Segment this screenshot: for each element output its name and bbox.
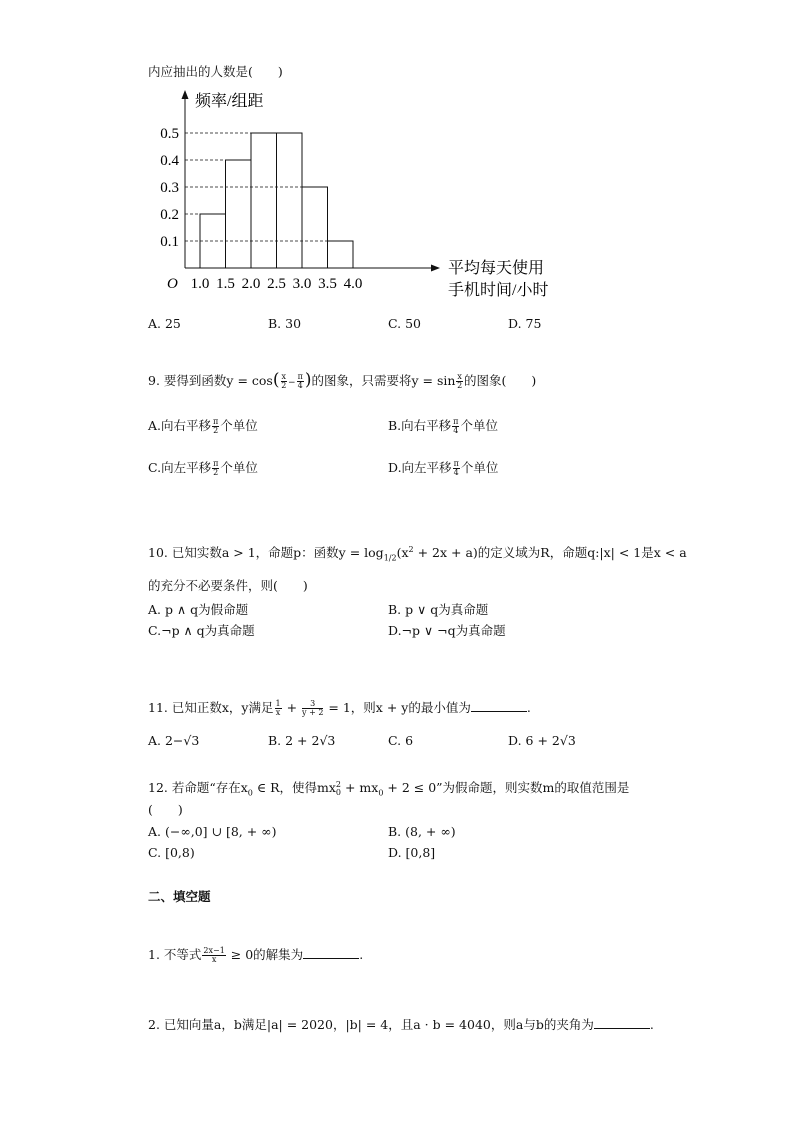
q12-stem-line1: 12. 若命题“存在$x_0$ ∈ R，使得mx 2 0 + $mx_0 + 2 \le 0$”为假命题，则实数m的取值范围是 <box>148 779 630 798</box>
x-tick-label: 3.5 <box>318 276 337 292</box>
q12-option-a[interactable]: A. (−∞,0] ∪ [8, + ∞) <box>148 824 277 839</box>
q11-option-b[interactable]: B. 2 + 2√3 <box>268 733 336 748</box>
x-axis-label-line2: 手机时间/小时 <box>448 282 549 299</box>
q9-option-a[interactable]: A.向右平移 $\frac{\pi}{2}$ 个单位 <box>148 417 258 435</box>
fill-1-stem: 1. 不等式 $\frac{2x-1}{x}$ ≥ 0的解集为 . <box>148 946 364 964</box>
q8-option-b[interactable]: B. 30 <box>268 316 302 331</box>
q12-option-b[interactable]: B. (8, + ∞) <box>388 824 456 839</box>
y-tick-label: 0.2 <box>160 207 179 223</box>
q11-option-a[interactable]: A. 2−√3 <box>148 733 200 748</box>
q12-option-d[interactable]: D. [0,8] <box>388 845 436 860</box>
q9-frac1: $\frac{x}{2}$ <box>281 372 287 390</box>
x-tick-label: 2.0 <box>241 276 261 292</box>
q11-option-d[interactable]: D. 6 + 2√3 <box>508 733 576 748</box>
q11-option-c[interactable]: C. 6 <box>388 733 414 748</box>
q10-option-a[interactable]: A. p ∧ q为假命题 <box>148 602 249 617</box>
y-axis-label: 频率/组距 <box>195 93 264 110</box>
q12-option-c[interactable]: C. [0,8) <box>148 845 195 860</box>
x-tick-label: 4.0 <box>343 276 363 292</box>
histogram-bar <box>328 241 354 268</box>
histogram-bar <box>226 160 252 268</box>
fill-1-answer-blank[interactable] <box>303 947 359 959</box>
q9-option-b[interactable]: B.向右平移 $\frac{\pi}{4}$ 个单位 <box>388 417 498 435</box>
q9-option-d[interactable]: D.向左平移 $\frac{\pi}{4}$ 个单位 <box>388 459 499 477</box>
q10-stem-line2: 的充分不必要条件，则( ) <box>148 578 308 593</box>
histogram-bar <box>302 187 328 268</box>
q9-frac2: $\frac{\pi}{4}$ <box>297 372 303 390</box>
y-tick-label: 0.3 <box>160 180 179 196</box>
q9-option-c[interactable]: C.向左平移 $\frac{\pi}{2}$ 个单位 <box>148 459 258 477</box>
q9-stem: 9. 要得到函数y = cos( $\frac{x}{2}$ − $\frac{\pi}{4}$ )的图象，只需要将y = sin $\frac{x}{2}$ 的图象( ) <box>148 370 537 390</box>
fill-2-stem: 2. 已知向量a，b满足|a| = 2020，|b| = 4，且a · b = 4040，则a与b的夹角为 . <box>148 1017 654 1032</box>
fill-2-answer-blank[interactable] <box>594 1017 650 1029</box>
q8-option-a[interactable]: A. 25 <box>148 316 181 331</box>
x-axis-label-line1: 平均每天使用 <box>448 260 545 277</box>
q10-option-c[interactable]: C.¬p ∧ q为真命题 <box>148 623 255 638</box>
q10-option-b[interactable]: B. p ∨ q为真命题 <box>388 602 489 617</box>
q8-option-d[interactable]: D. 75 <box>508 316 542 331</box>
q10-stem-line1: 10. 已知实数a > 1，命题p：函数$y = \log_{1/2}(x^2 + 2x + a)$的定义域为R，命题q:|x| < 1是x < a <box>148 544 687 563</box>
y-tick-label: 0.1 <box>160 234 179 250</box>
q11-stem: 11. 已知正数x，y满足 $\frac{1}{x}$ + $\frac{3}{y + 2}$ = 1，则x + y的最小值为 . <box>148 699 531 717</box>
q9-text-a: 要得到函数y = cos <box>163 373 273 388</box>
x-tick-label: 2.5 <box>267 276 286 292</box>
x-axis-arrow <box>431 265 440 272</box>
q8-stem-tail: 内应抽出的人数是( ) <box>148 64 283 79</box>
q8-option-c[interactable]: C. 50 <box>388 316 421 331</box>
y-tick-label: 0.5 <box>160 126 179 142</box>
q9-text-b: 的图象，只需要将y = sin <box>311 373 456 388</box>
q11-answer-blank[interactable] <box>471 700 527 712</box>
section-title-fill-in: 二、填空题 <box>148 889 211 904</box>
q9-frac3: $\frac{x}{2}$ <box>457 372 463 390</box>
q12-stem-line2: ( ) <box>148 802 183 817</box>
q10-option-d[interactable]: D.¬p ∨ ¬q为真命题 <box>388 623 506 638</box>
origin-label: O <box>167 276 178 292</box>
x-tick-label: 3.0 <box>292 276 312 292</box>
q9-number: 9. <box>148 373 160 388</box>
histogram-chart <box>150 86 600 301</box>
q9-text-c: 的图象( ) <box>463 373 537 388</box>
histogram-bar <box>277 133 303 268</box>
y-axis-arrow <box>182 90 189 99</box>
histogram-bar <box>251 133 277 268</box>
y-tick-label: 0.4 <box>160 153 179 169</box>
x-tick-label: 1.0 <box>190 276 210 292</box>
x-tick-label: 1.5 <box>216 276 235 292</box>
